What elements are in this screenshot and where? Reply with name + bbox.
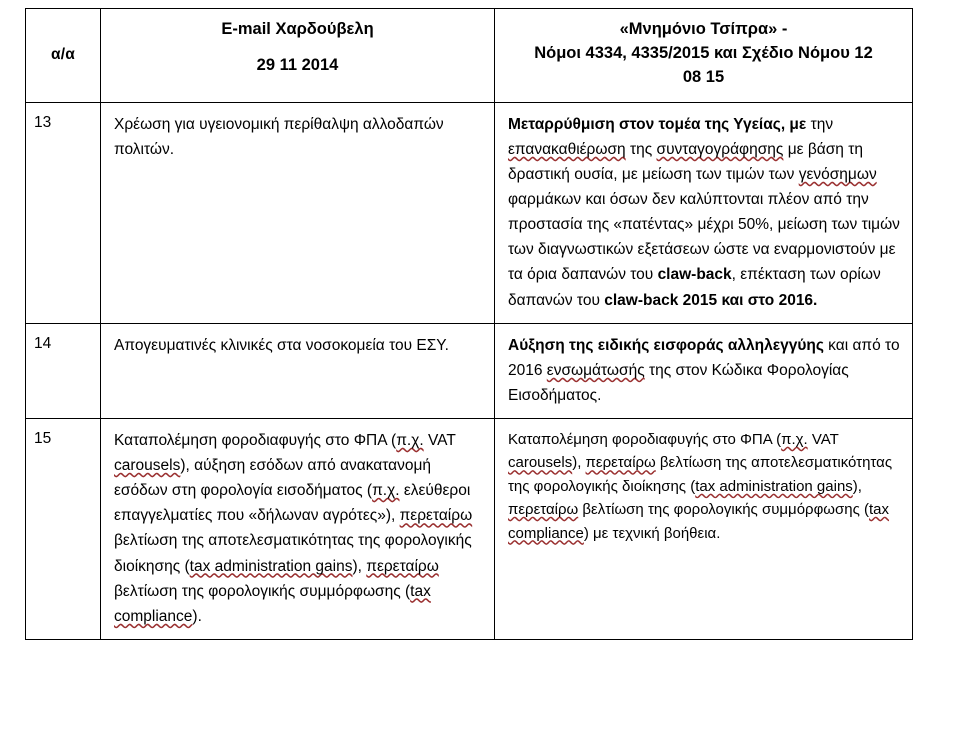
header-cell-email: [101, 9, 495, 103]
header-email-date: [111, 54, 484, 78]
header-email-title: [111, 18, 484, 42]
header-spacer: [111, 42, 484, 54]
row-14-memorandum-text: Αύξηση της ειδικής εισφοράς αλληλεγγύης και από το 2016 ενσωμάτωσής της στον Κώδικα Φορολογίας Εισοδήματος.: [508, 336, 900, 404]
table-header-row: [26, 9, 913, 103]
row-15-email-cell: [101, 418, 495, 639]
header-email-date-text: 29 11 2014: [256, 55, 339, 74]
table-row: [26, 323, 913, 418]
row-index-value: 15: [34, 429, 52, 447]
header-cell-memorandum: [495, 9, 913, 103]
comparison-table: [25, 8, 913, 640]
row-index-15: [26, 418, 101, 639]
table-row: [26, 418, 913, 639]
row-index-13: [26, 102, 101, 323]
row-13-memorandum-text: Μεταρρύθμιση στον τομέα της Υγείας, με την επανακαθιέρωση της συνταγογράφησης με βάση τη δραστική ουσία, με μείωση των τιμών των γενόσημων φαρμάκων και όσων δεν καλύπτονται πλέον από την προστασία της «πατέντας» μέχρι 50%, μείωση των τιμών των διαγνωστικών εξετάσεων ώστε να εναρμονιστούν με τα όρια δαπανών του claw-back, επέκταση των ορίων δαπανών του claw-back 2015 και στο 2016.: [508, 115, 900, 309]
header-index-label: α/α: [51, 46, 75, 64]
header-memorandum-subtitle-text: Νόμοι 4334, 4335/2015 και Σχέδιο Νόμου 12: [534, 43, 873, 62]
row-13-email-cell: [101, 102, 495, 323]
row-15-memorandum-text: Καταπολέμηση φοροδιαφυγής στο ΦΠΑ (π.χ. VAT carousels), περεταίρω βελτίωση της αποτελεσματικότητας της φορολογικής διοίκησης (tax administration gains), περεταίρω βελτίωση της φορολογικής συμμόρφωσης (tax compliance) με τεχνική βοήθεια.: [508, 430, 893, 542]
header-memorandum-date: [505, 66, 902, 90]
row-index-14: [26, 323, 101, 418]
header-memorandum-date-text: 08 15: [682, 67, 725, 86]
row-15-memorandum-cell: [495, 418, 913, 639]
row-14-email-cell: [101, 323, 495, 418]
header-memorandum-subtitle: [505, 42, 902, 66]
row-13-memorandum-cell: [495, 102, 913, 323]
row-13-email-text: Χρέωση για υγειονομική περίθαλψη αλλοδαπών πολιτών.: [114, 115, 444, 158]
row-14-email-text: Απογευματινές κλινικές στα νοσοκομεία του ΕΣΥ.: [114, 336, 449, 354]
header-email-title-text: E-mail Χαρδούβελη: [221, 20, 374, 38]
header-memorandum-title: [505, 18, 902, 42]
header-cell-index: [26, 9, 101, 103]
header-memorandum-title-text: «Μνημόνιο Τσίπρα» -: [619, 20, 788, 38]
row-index-value: 13: [34, 113, 52, 131]
row-15-email-text: Καταπολέμηση φοροδιαφυγής στο ΦΠΑ (π.χ. VAT carousels), αύξηση εσόδων από ανακατανομή εσόδων στη φορολογία εισοδήματος (π.χ. ελεύθεροι επαγγελματίες που «δήλωναν αγρότες»), περεταίρω βελτίωση της αποτελεσματικότητας της φορολογικής διοίκησης (tax administration gains), περεταίρω βελτίωση της φορολογικής συμμόρφωσης (tax compliance).: [114, 431, 473, 625]
row-14-memorandum-cell: [495, 323, 913, 418]
table-row: [26, 102, 913, 323]
row-index-value: 14: [34, 334, 52, 352]
